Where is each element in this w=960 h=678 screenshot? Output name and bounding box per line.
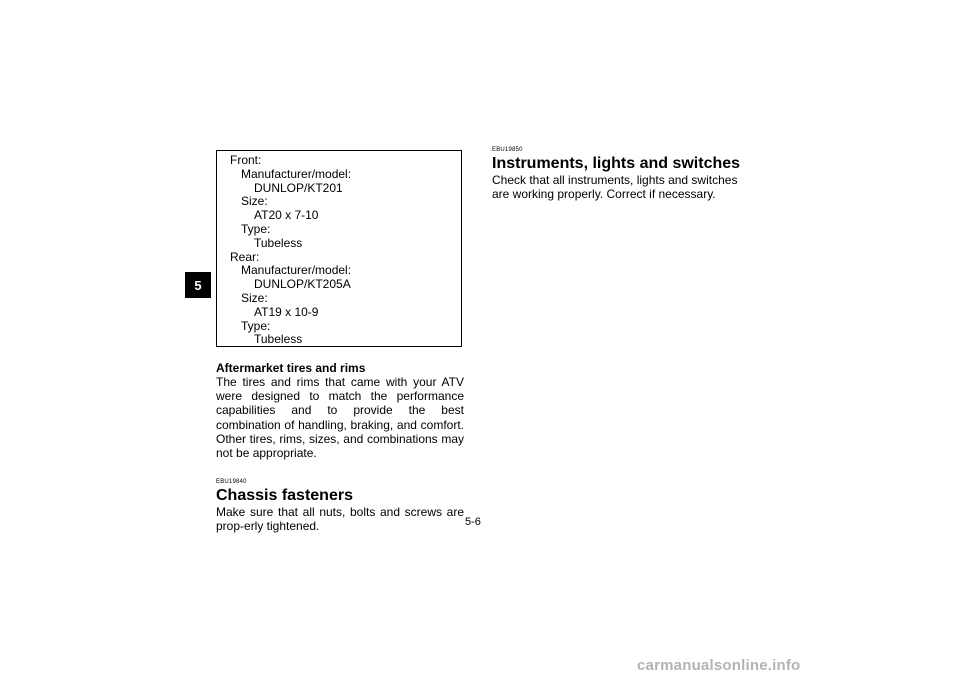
right-column xyxy=(492,147,752,201)
aftermarket-heading: Aftermarket tires and rims xyxy=(216,361,366,375)
front-size-value: AT20 x 7-10 xyxy=(254,208,319,223)
aftermarket-body: The tires and rims that came with your ATV were designed to match the performance capabilities and to provide the best combination of handling, braking, and comfort. Other tires, rims, sizes, and combinations may not be appropriate. xyxy=(216,375,464,461)
chassis-title: Chassis fasteners xyxy=(216,487,353,505)
page-number: 5-6 xyxy=(465,516,481,528)
rear-type-label: Type: xyxy=(241,318,271,333)
front-type-value: Tubeless xyxy=(254,235,303,250)
rear-manufacturer-label: Manufacturer/model: xyxy=(241,263,352,278)
front-type-label: Type: xyxy=(241,221,271,236)
left-column xyxy=(216,361,464,534)
chapter-tab: 5 xyxy=(185,272,211,298)
tire-spec-box xyxy=(216,150,462,347)
rear-size-label: Size: xyxy=(241,290,268,305)
chassis-code: EBU19840 xyxy=(216,479,247,486)
rear-type-value: Tubeless xyxy=(254,332,303,347)
front-manufacturer-value: DUNLOP/KT201 xyxy=(254,180,343,195)
instruments-code: EBU19850 xyxy=(492,147,523,153)
rear-manufacturer-value: DUNLOP/KT205A xyxy=(254,277,351,292)
front-label: Front: xyxy=(230,153,262,167)
front-manufacturer-label: Manufacturer/model: xyxy=(241,166,352,181)
rear-label: Rear: xyxy=(230,249,260,264)
instruments-body: Check that all instruments, lights and switches are working properly. Correct if necessary. xyxy=(492,173,738,202)
rear-size-value: AT19 x 10-9 xyxy=(254,304,319,319)
watermark[interactable]: carmanualsonline.info xyxy=(637,657,801,674)
front-size-label: Size: xyxy=(241,194,268,209)
instruments-title: Instruments, lights and switches xyxy=(492,155,741,172)
chassis-body: Make sure that all nuts, bolts and screws are prop-erly tightened. xyxy=(216,505,464,534)
